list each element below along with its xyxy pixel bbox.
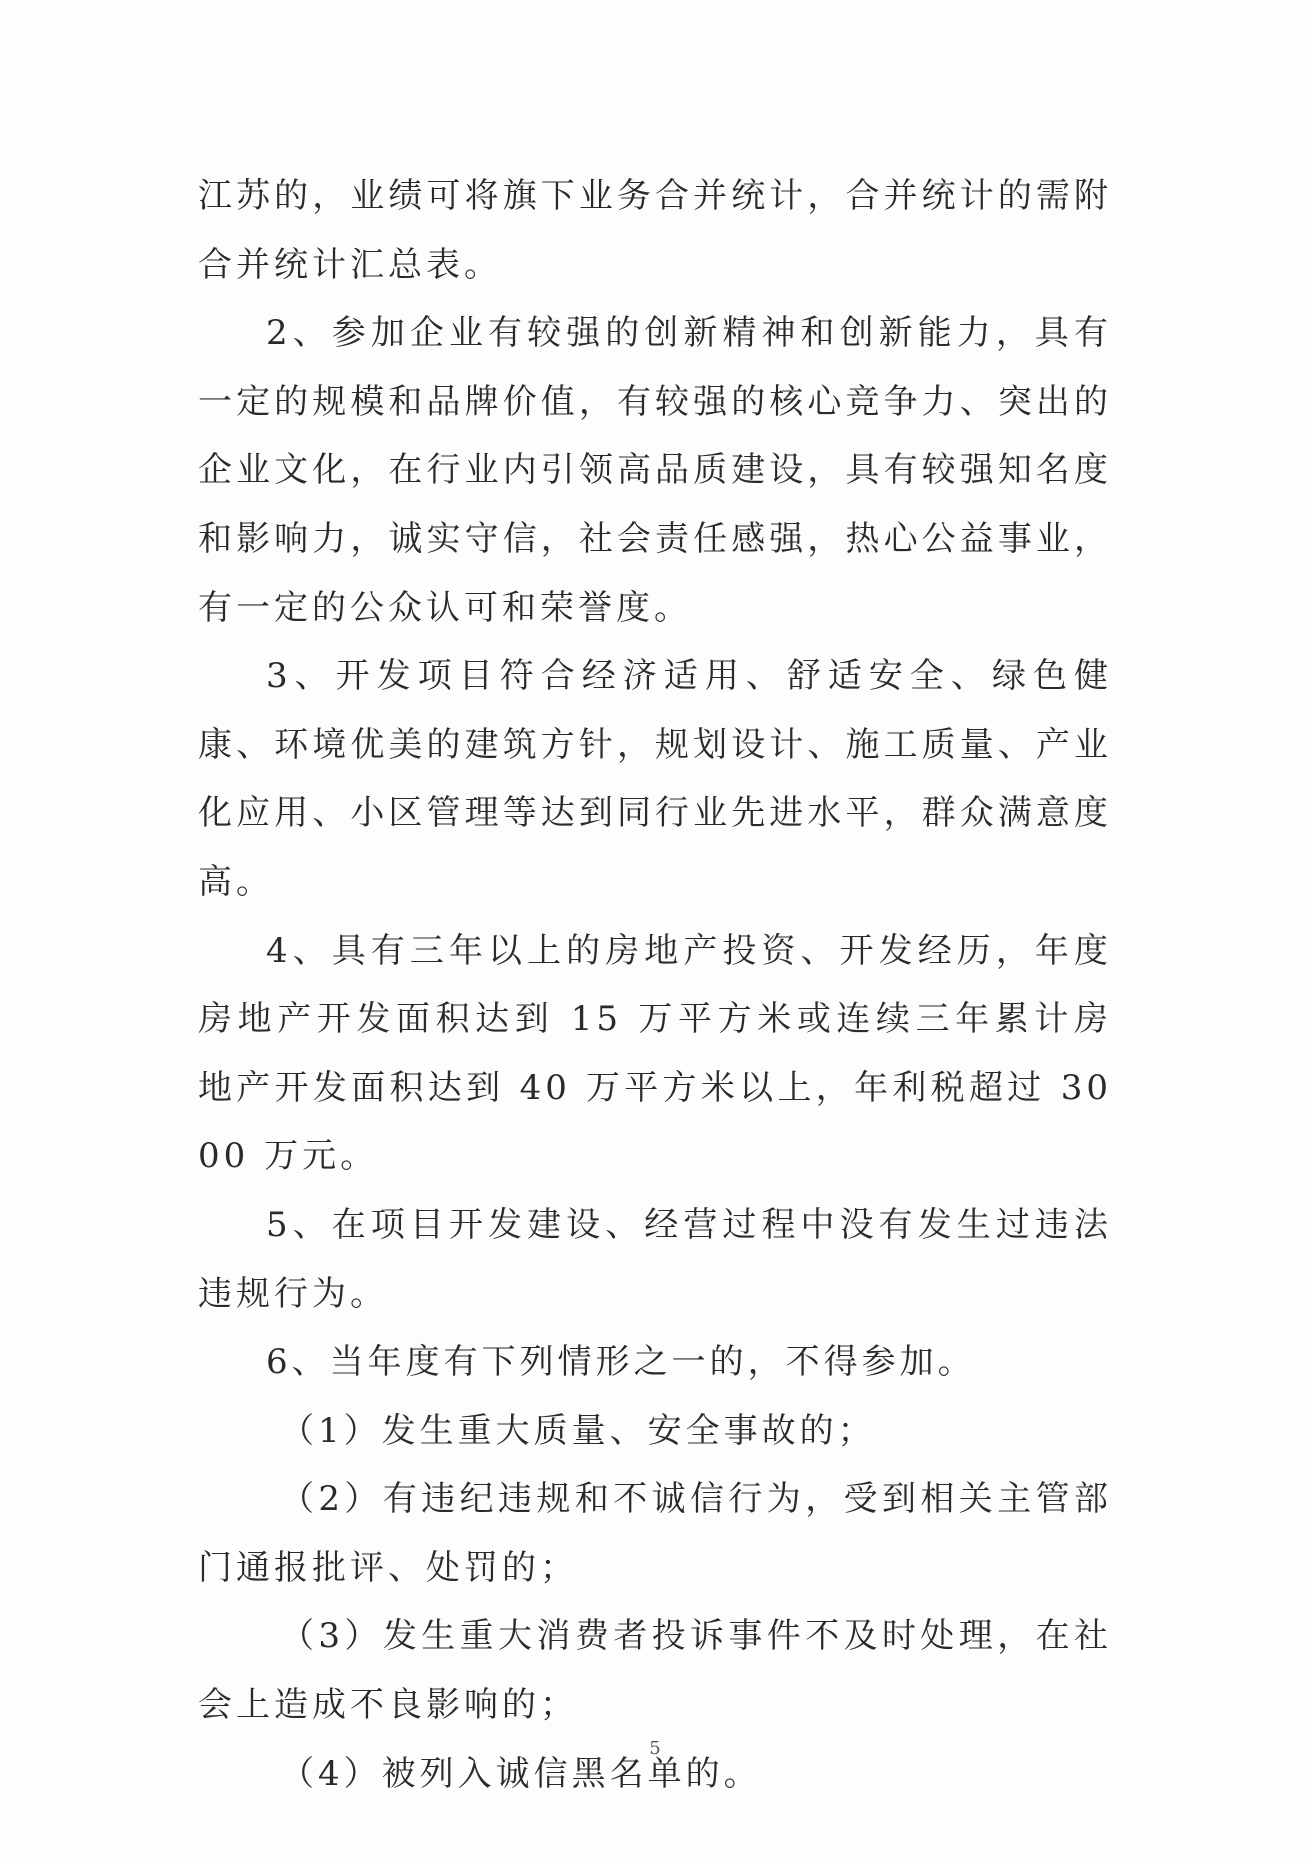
paragraph-continuation: 江苏的，业绩可将旗下业务合并统计，合并统计的需附合并统计汇总表。 bbox=[198, 176, 1112, 285]
sub-item-1: （1）发生重大质量、安全事故的； bbox=[280, 1410, 876, 1451]
paragraph-item-6: 6、当年度有下列情形之一的，不得参加。 bbox=[266, 1342, 976, 1383]
page-number: 5 bbox=[649, 1738, 661, 1759]
sub-item-3: （3）发生重大消费者投诉事件不及时处理，在社会上造成不良影响的； bbox=[198, 1616, 1112, 1726]
sub-item-4: （4）被列入诚信黑名单的。 bbox=[280, 1753, 762, 1794]
paragraph-item-4: 4、具有三年以上的房地产投资、开发经历，年度房地产开发面积达到 15 万平方米或连续三年累计房地产开发面积达到 40 万平方米以上，年利税超过 3000 万元。 bbox=[198, 930, 1112, 1177]
paragraph-item-2: 2、参加企业有较强的创新精神和创新能力，具有一定的规模和品牌价值，有较强的核心竞争力、突出的企业文化，在行业内引领高品质建设，具有较强知名度和影响力，诚实守信，社会责任感强，热心公益事业，有一定的公众认可和荣誉度。 bbox=[198, 313, 1112, 628]
paragraph-item-5: 5、在项目开发建设、经营过程中没有发生过违法违规行为。 bbox=[198, 1204, 1112, 1314]
paragraph-item-3: 3、开发项目符合经济适用、舒适安全、绿色健康、环境优美的建筑方针，规划设计、施工质量、产业化应用、小区管理等达到同行业先进水平，群众满意度高。 bbox=[198, 656, 1112, 902]
sub-item-2: （2）有违纪违规和不诚信行为，受到相关主管部门通报批评、处罚的； bbox=[198, 1479, 1112, 1588]
document-body bbox=[198, 162, 1112, 1808]
